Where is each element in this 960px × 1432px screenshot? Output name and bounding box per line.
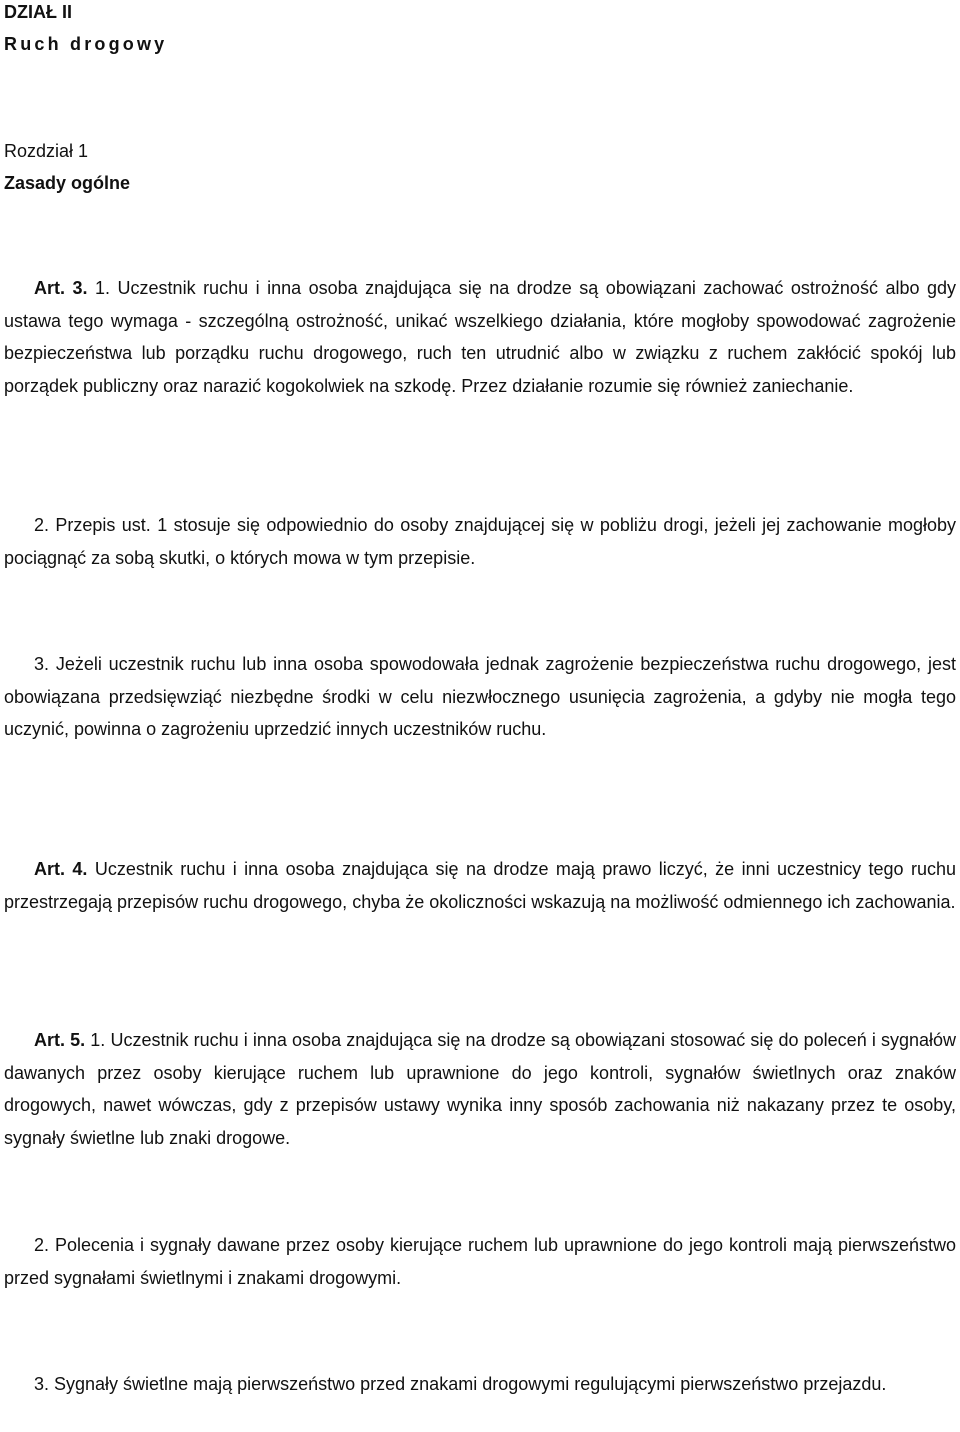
article-5-paragraph-1-text: 1. Uczestnik ruchu i inna osoba znajdująca się na drodze są obowiązani stosować się do poleceń i sygnałów dawanych przez osoby kierujące ruchem lub uprawnione do jego kontroli, sygnałów świetlnych oraz znaków drogowych, nawet wówczas, gdy z przepisów ustawy wynika inny sposób zachowania niż nakazany przez te osoby, sygnały świetlne lub znaki drogowe.	[4, 1030, 956, 1148]
article-5-paragraph-2-text: 2. Polecenia i sygnały dawane przez osoby kierujące ruchem lub uprawnione do jego kontroli mają pierwszeństwo przed sygnałami świetlnymi i znakami drogowymi.	[4, 1235, 956, 1288]
chapter-label: Rozdział 1	[4, 141, 89, 161]
article-3-paragraph-3-text: 3. Jeżeli uczestnik ruchu lub inna osoba spowodowała jednak zagrożenie bezpieczeństwa ruchu drogowego, jest obowiązana przedsięwziąć niezbędne środki w celu niezwłocznego usunięcia zagrożenia, a gdyby nie mogła tego uczynić, powinna o zagrożeniu uprzedzić innych uczestników ruchu.	[4, 654, 956, 739]
article-4	[4, 853, 956, 918]
article-5-paragraph-3	[4, 1368, 956, 1401]
article-3-paragraph-1-text: 1. Uczestnik ruchu i inna osoba znajdująca się na drodze są obowiązani zachować ostrożność albo gdy ustawa tego wymaga - szczególną ostrożność, unikać wszelkiego działania, które mogłoby spowodować zagrożenie bezpieczeństwa lub porządku ruchu drogowego, ruch ten utrudnić albo w związku z ruchem zakłócić spokój lub porządek publiczny oraz narazić kogokolwiek na szkodę. Przez działanie rozumie się również zaniechanie.	[4, 278, 956, 396]
article-3-number: Art. 3.	[34, 278, 88, 298]
article-4-number: Art. 4.	[34, 859, 88, 879]
article-3-paragraph-2	[4, 509, 956, 574]
article-4-text: Uczestnik ruchu i inna osoba znajdująca się na drodze mają prawo liczyć, że inni uczestnicy tego ruchu przestrzegają przepisów ruchu drogowego, chyba że okoliczności wskazują na możliwość odmiennego ich zachowania.	[4, 859, 956, 912]
article-3-paragraph-2-text: 2. Przepis ust. 1 stosuje się odpowiednio do osoby znajdującej się w pobliżu drogi, jeżeli jej zachowanie mogłoby pociągnąć za sobą skutki, o których mowa w tym przepisie.	[4, 515, 956, 568]
article-5-paragraph-2	[4, 1229, 956, 1294]
article-5-paragraph-3-text: 3. Sygnały świetlne mają pierwszeństwo przed znakami drogowymi regulującymi pierwszeństwo przejazdu.	[34, 1374, 887, 1394]
chapter-title: Zasady ogólne	[4, 173, 131, 193]
article-3-paragraph-1	[4, 272, 956, 402]
article-5-paragraph-1	[4, 1024, 956, 1154]
article-5-number: Art. 5.	[34, 1030, 86, 1050]
article-3-paragraph-3	[4, 648, 956, 746]
division-title: Ruch drogowy	[4, 34, 168, 54]
division-heading: DZIAŁ II	[4, 2, 72, 22]
